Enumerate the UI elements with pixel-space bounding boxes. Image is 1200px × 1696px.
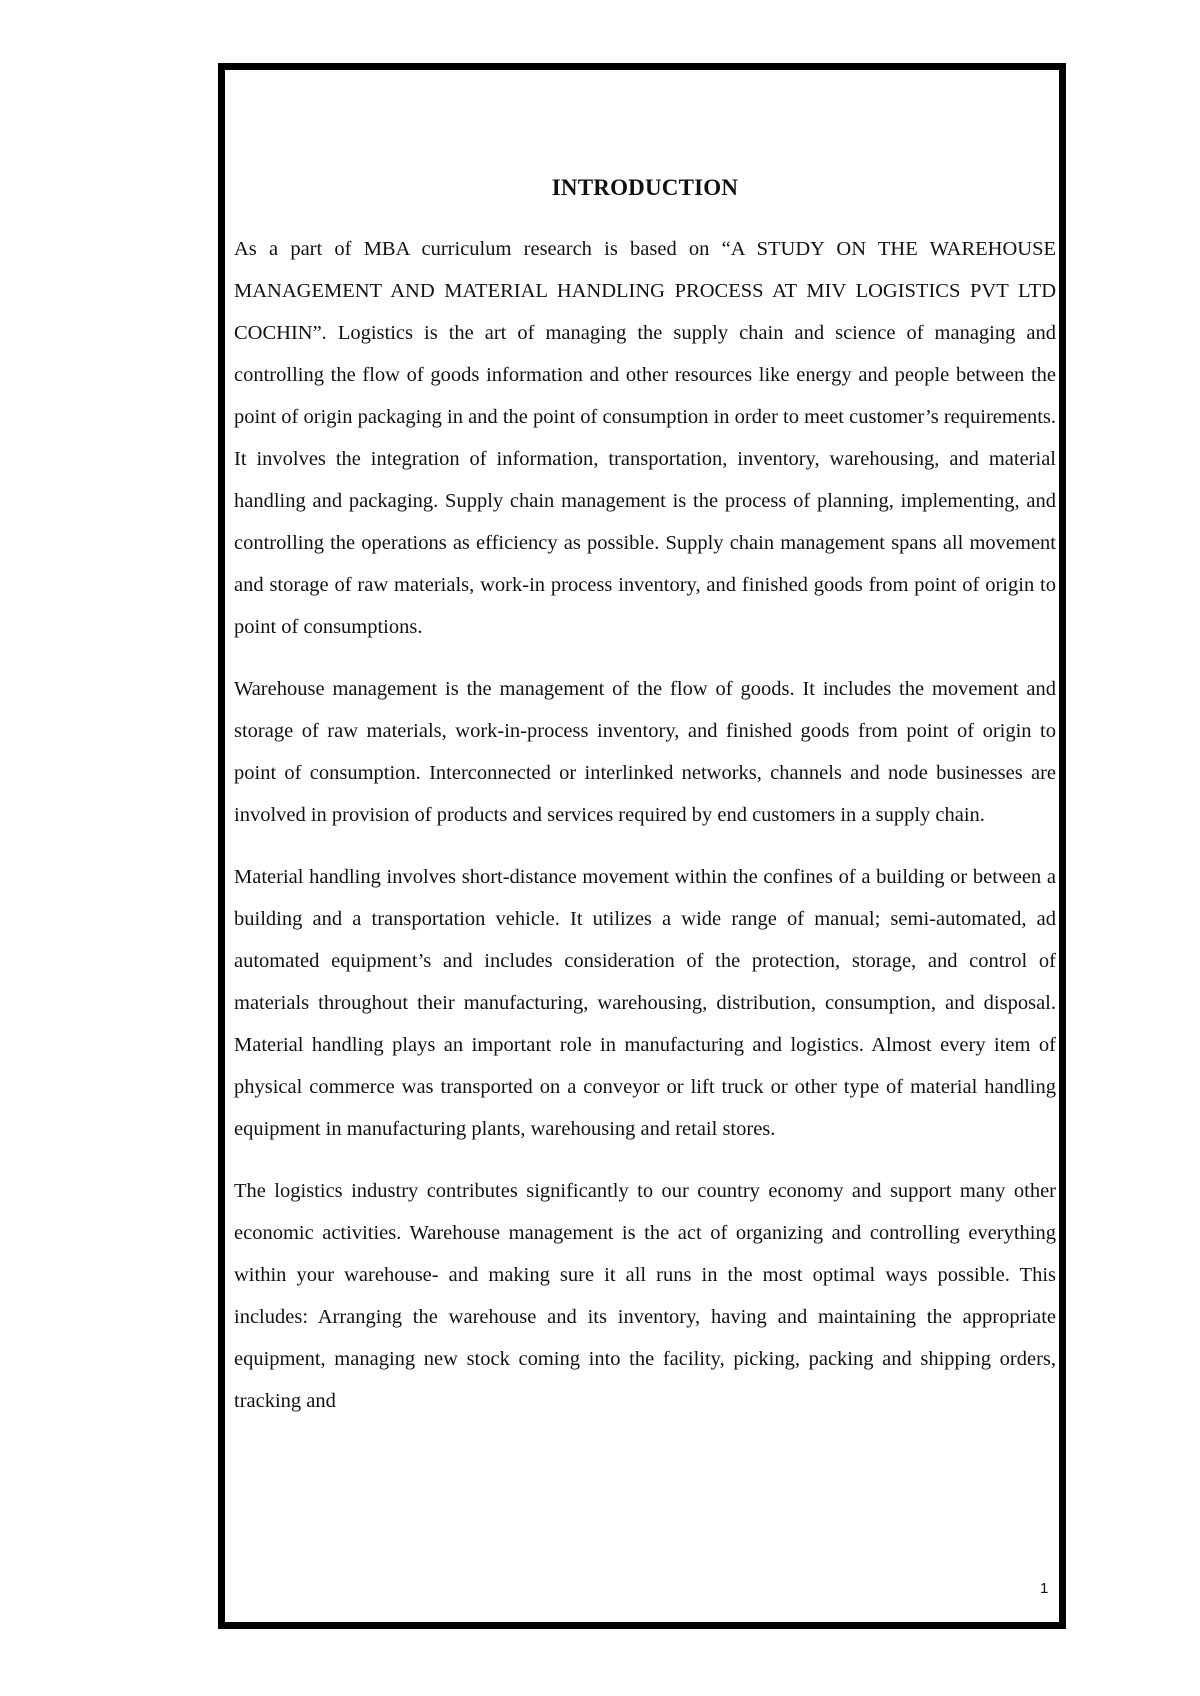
- page-number: 1: [1040, 1580, 1049, 1597]
- document-body: [234, 168, 1056, 1442]
- page-title: INTRODUCTION: [551, 175, 739, 200]
- paragraph-logistics-industry: The logistics industry contributes significantly to our country economy and support many other economic activities. Warehouse management is the act of organizing and controlling everything within your warehouse- and making sure it all runs in the most optimal ways possible. This includes: Arranging the warehouse and its inventory, having and maintaining the appropriate equipment, managing new stock coming into the facility, picking, packing and shipping orders, tracking and: [234, 1180, 1056, 1412]
- paragraph-material-handling: Material handling involves short-distance movement within the confines of a building or between a building and a transportation vehicle. It utilizes a wide range of manual; semi-automated, ad automated equipment’s and includes consideration of the protection, storage, and control of materials throughout their manufacturing, warehousing, distribution, consumption, and disposal. Material handling plays an important role in manufacturing and logistics. Almost every item of physical commerce was transported on a conveyor or lift truck or other type of material handling equipment in manufacturing plants, warehousing and retail stores.: [234, 866, 1056, 1140]
- paragraph-intro: As a part of MBA curriculum research is based on “A STUDY ON THE WAREHOUSE MANAGEMENT AND MATERIAL HANDLING PROCESS AT MIV LOGISTICS PVT LTD COCHIN”. Logistics is the art of managing the supply chain and science of managing and controlling the flow of goods information and other resources like energy and people between the point of origin packaging in and the point of consumption in order to meet customer’s requirements. It involves the integration of information, transportation, inventory, warehousing, and material handling and packaging. Supply chain management is the process of planning, implementing, and controlling the operations as efficiency as possible. Supply chain management spans all movement and storage of raw materials, work-in process inventory, and finished goods from point of origin to point of consumptions.: [234, 238, 1056, 638]
- paragraph-warehouse-management: Warehouse management is the management of the flow of goods. It includes the movement and storage of raw materials, work-in-process inventory, and finished goods from point of origin to point of consumption. Interconnected or interlinked networks, channels and node businesses are involved in provision of products and services required by end customers in a supply chain.: [234, 678, 1056, 826]
